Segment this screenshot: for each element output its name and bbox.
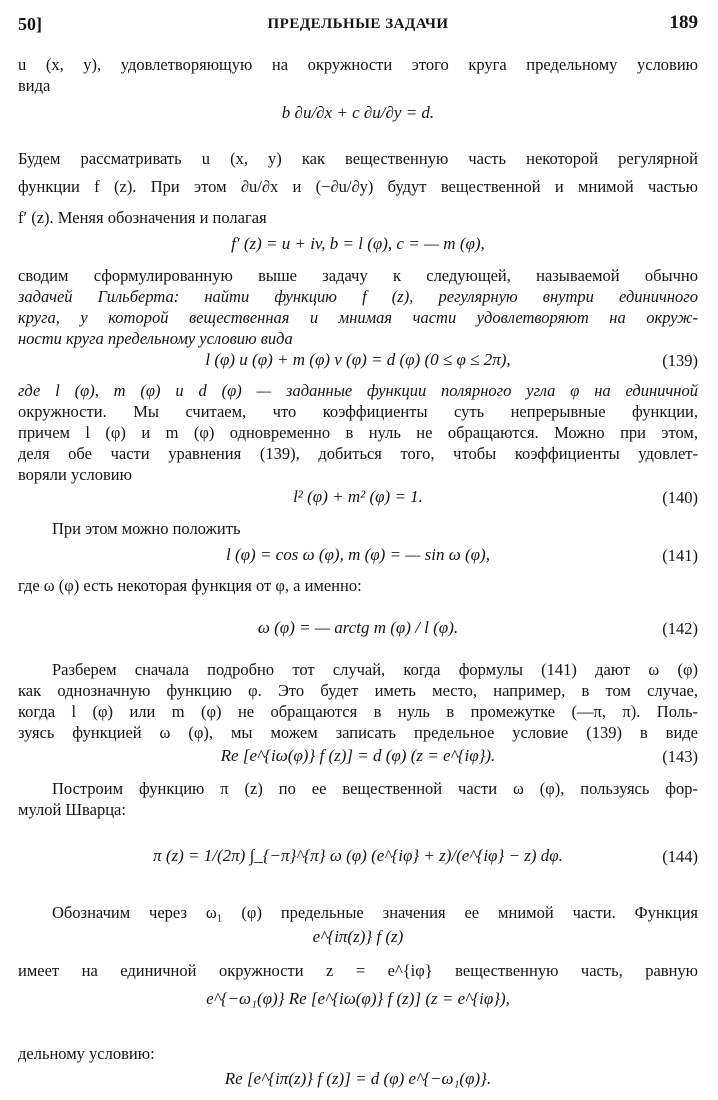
text-line: воряли условию	[18, 465, 132, 484]
page-header	[18, 12, 698, 38]
text-line: где l (φ), m (φ) и d (φ) — заданные функции полярного угла φ на единичной	[18, 381, 698, 400]
text-line: вида	[18, 76, 51, 95]
text-line: u (x, y), удовлетворяющую на окружности этого круга предельному условию	[18, 55, 698, 74]
text-line: Будем рассматривать u (x, y) как вещественную часть некоторой регулярной	[18, 149, 698, 168]
equation-real-part: e^{−ω₁(φ)} Re [e^{iω(φ)} f (z)] (z = e^{iφ}),	[206, 989, 510, 1008]
text-line: ности круга предельному условию вида	[18, 329, 293, 348]
text-line: f′ (z). Меняя обозначения и полагая	[18, 208, 267, 227]
text-line: При этом можно положить	[52, 519, 241, 538]
text-line: как однозначную функцию φ. Это будет иметь место, например, в том случае,	[18, 681, 698, 700]
text-line: сводим сформулированную выше задачу к следующей, называемой обычно	[18, 266, 698, 285]
equation-142: ω (φ) = — arctg m (φ) / l (φ).	[257, 618, 459, 637]
equation-number: (139)	[662, 351, 698, 370]
equation-143: Re [e^{iω(φ)} f (z)] = d (φ) (z = e^{iφ}).	[220, 746, 496, 765]
equation-140: l² (φ) + m² (φ) = 1.	[293, 487, 423, 506]
text-line: функции f (z). При этом ∂u/∂x и (−∂u/∂y) будут вещественной и мнимой частью	[18, 177, 698, 196]
equation-144: π (z) = 1/(2π) ∫_{−π}^{π} ω (φ) (e^{iφ} + z)/(e^{iφ} − z) dφ.	[153, 846, 563, 865]
equation-number: (141)	[662, 546, 698, 565]
page-number: 189	[669, 12, 698, 33]
equation-number: (142)	[662, 619, 698, 638]
text-line: Разберем сначала подробно тот случай, когда формулы (141) дают ω (φ)	[52, 660, 698, 679]
equation-boundary-condition: b ∂u/∂x + c ∂u/∂y = d.	[281, 103, 435, 122]
equation-substitution: f′ (z) = u + iv, b = l (φ), c = — m (φ),	[231, 234, 485, 253]
equation-number: (140)	[662, 488, 698, 507]
equation-number: (143)	[662, 747, 698, 766]
equation-final: Re [e^{iπ(z)} f (z)] = d (φ) e^{−ω₁(φ)}.	[224, 1069, 492, 1088]
text-line: имеет на единичной окружности z = e^{iφ} вещественную часть, равную	[18, 961, 698, 980]
text-line: когда l (φ) или m (φ) не обращаются в нуль в промежутке (—π, π). Поль-	[18, 702, 698, 721]
equation-141: l (φ) = cos ω (φ), m (φ) = — sin ω (φ),	[226, 545, 490, 564]
equation-function: e^{iπ(z)} f (z)	[312, 927, 404, 946]
text-line: мулой Шварца:	[18, 800, 126, 819]
text-line: круга, у которой вещественная и мнимая части удовлетворяют на окруж-	[18, 308, 698, 327]
text-line: Обозначим через ω₁ (φ) предельные значения ее мнимой части. Функция	[52, 903, 698, 922]
running-title: ПРЕДЕЛЬНЫЕ ЗАДАЧИ	[267, 16, 449, 32]
equation-139: l (φ) u (φ) + m (φ) v (φ) = d (φ) (0 ≤ φ ≤ 2π),	[205, 350, 511, 369]
text-line: причем l (φ) и m (φ) одновременно в нуль не обращаются. Можно при этом,	[18, 423, 698, 442]
text-line: окружности. Мы считаем, что коэффициенты суть непрерывные функции,	[18, 402, 698, 421]
section-number: 50]	[18, 14, 42, 34]
text-line: зуясь функцией ω (φ), мы можем записать предельное условие (139) в виде	[18, 723, 698, 742]
text-line: Построим функцию π (z) по ее вещественной части ω (φ), пользуясь фор-	[52, 779, 698, 798]
text-line: где ω (φ) есть некоторая функция от φ, а именно:	[18, 576, 362, 595]
text-line: дельному условию:	[18, 1044, 155, 1063]
text-line: задачей Гильберта: найти функцию f (z), регулярную внутри единичного	[18, 287, 698, 306]
equation-number: (144)	[662, 847, 698, 866]
text-line: деля обе части уравнения (139), добиться того, чтобы коэффициенты удовлет-	[18, 444, 698, 463]
